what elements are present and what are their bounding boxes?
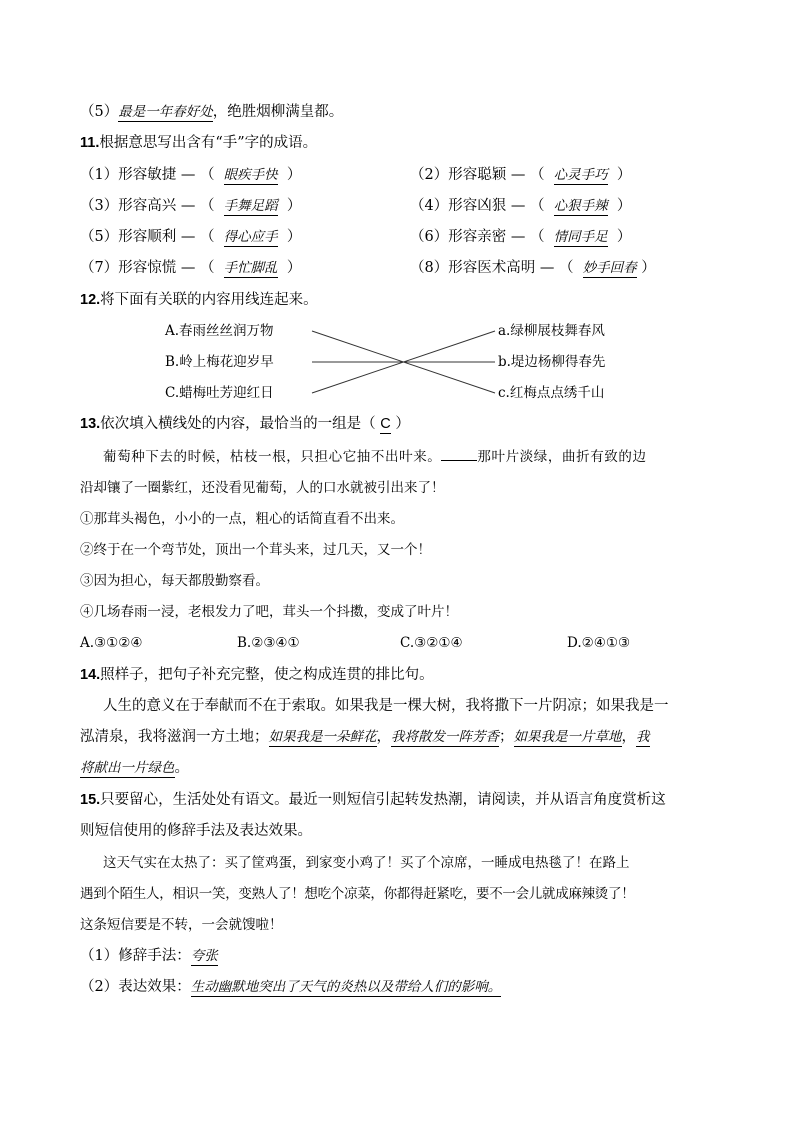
q12-left-b: B.岭上梅花迎岁早 — [165, 354, 274, 370]
question-number: 13. — [80, 416, 101, 432]
q13-item-2: ②终于在一个弯节处，顶出一个茸头来，过几天，又一个！ — [80, 542, 431, 558]
q13-option-b: B.②③④① — [237, 635, 300, 651]
answer-text: 妙手回春 — [582, 260, 637, 276]
q13-item-4: ④几场春雨一浸，老根发力了吧，茸头一个抖擞，变成了叶片！ — [80, 604, 458, 620]
question-prompt: 只要留心，生活处处有语文。最近一则短信引起转发热潮，请阅读，并从语言角度赏析这 — [100, 792, 666, 808]
answer-text: 生动幽默地突出了天气的炎热以及带给人们的影响。 — [190, 979, 502, 995]
sentence-text: ， — [621, 729, 636, 745]
answer-text: 手舞足蹈 — [223, 198, 278, 214]
question-number: 11. — [80, 135, 100, 151]
item-close: ） — [616, 198, 632, 214]
item-meaning: 形容亲密 — [448, 229, 507, 245]
item-number: （2） — [410, 167, 449, 183]
question-number: 15. — [80, 792, 101, 808]
q15-sub-2 — [80, 977, 501, 997]
item-meaning: 形容惊慌 — [118, 260, 177, 276]
q12-right-b: b.堤边杨柳得春先 — [498, 354, 606, 370]
q15-sub-1 — [80, 946, 218, 966]
sub-label: （1）修辞手法： — [80, 948, 191, 964]
item-separator: — （ — [176, 198, 215, 214]
q13-item-1: ①那茸头褐色，小小的一点，粗心的话简直看不出来。 — [80, 511, 404, 527]
answer-text: 如果我是一朵鲜花 — [268, 729, 377, 745]
answer-text: C — [380, 416, 391, 432]
item-separator: — （ — [506, 229, 545, 245]
fill-blank — [441, 448, 477, 461]
q15-sms-line-1: 这天气实在太热了：买了筐鸡蛋，到家变小鸡了！买了个凉席，一睡成电热毯了！在路上 — [103, 855, 630, 871]
item-close: ） — [616, 229, 632, 245]
question-number: 12. — [80, 292, 101, 308]
question-prompt: 依次填入横线处的内容，最恰当的一组是（ — [100, 416, 376, 432]
sentence-text: ， — [376, 729, 391, 745]
q15-prompt-line-2: 则短信使用的修辞手法及表达效果。 — [80, 823, 312, 839]
item-number: （1） — [80, 167, 119, 183]
q15-heading — [80, 790, 666, 810]
answer-text: 如果我是一片草地 — [513, 729, 622, 745]
item-meaning: 形容高兴 — [118, 198, 177, 214]
answer-text: 眼疾手快 — [223, 167, 278, 183]
item-number: （5） — [80, 104, 119, 120]
q13-passage-line-1 — [103, 447, 647, 467]
sentence-text: 泓清泉，我将滋润一方土地； — [80, 729, 269, 745]
item-meaning: 形容顺利 — [118, 229, 177, 245]
answer-text: 夸张 — [190, 948, 218, 964]
sentence-text: 。 — [174, 760, 189, 776]
q15-sms-line-3: 这条短信要是不转，一会就馊啦！ — [80, 917, 283, 933]
answer-text: 心狠手辣 — [553, 198, 608, 214]
q15-sms-line-2: 遇到个陌生人，相识一笑，变熟人了！想吃个凉菜，你都得赶紧吃，要不一会儿就成麻辣烫了！ — [80, 886, 635, 902]
q13-option-d: D.②④①③ — [567, 635, 631, 651]
item-close: ） — [395, 416, 410, 432]
question-number: 14. — [80, 667, 101, 683]
item-number: （3） — [80, 198, 119, 214]
answer-text: 心灵手巧 — [553, 167, 608, 183]
answer-text: 最是一年春好处 — [118, 104, 213, 120]
item-close: ） — [286, 167, 302, 183]
item-text: ，绝胜烟柳满皇都。 — [212, 104, 344, 120]
answer-text: 我将散发一阵芳香 — [391, 729, 499, 745]
item-separator: — （ — [535, 260, 574, 276]
q13-option-c: C.③②①④ — [400, 635, 463, 651]
q12-left-a: A.春雨丝丝润万物 — [165, 323, 274, 339]
item-number: （6） — [410, 229, 449, 245]
item-number: （8） — [410, 260, 449, 276]
question-prompt: 根据意思写出含有“手”字的成语。 — [99, 135, 318, 151]
passage-text: 那叶片淡绿，曲折有致的边 — [477, 449, 647, 465]
answer-text: 我 — [636, 729, 650, 745]
q14-line-1: 人生的意义在于奉献而不在于索取。如果我是一棵大树，我将撒下一片阴凉；如果我是一 — [103, 698, 669, 714]
item-separator: — （ — [176, 167, 215, 183]
q13-heading — [80, 414, 410, 434]
q13-option-a: A.③①②④ — [80, 635, 143, 651]
q14-heading — [80, 665, 434, 685]
item-separator: — （ — [506, 198, 545, 214]
q12-left-c: C.蜡梅吐芳迎红日 — [165, 385, 274, 401]
item-close: ） — [616, 167, 632, 183]
item-separator: — （ — [176, 260, 215, 276]
q13-item-3: ③因为担心，每天都殷勤察看。 — [80, 573, 269, 589]
question-prompt: 将下面有关联的内容用线连起来。 — [100, 292, 318, 308]
passage-text: 葡萄种下去的时候，枯枝一根，只担心它抽不出叶来。 — [103, 449, 442, 465]
item-close: ） — [286, 229, 302, 245]
q14-line-3 — [80, 758, 189, 778]
item-number: （5） — [80, 229, 119, 245]
item-meaning: 形容凶狠 — [448, 198, 507, 214]
item-separator: — （ — [506, 167, 545, 183]
item-close: ） — [286, 260, 302, 276]
item-close: ） — [286, 198, 302, 214]
item-meaning: 形容聪颖 — [448, 167, 507, 183]
item-meaning: 形容医术高明 — [448, 260, 536, 276]
item-separator: — （ — [176, 229, 215, 245]
sub-label: （2）表达效果： — [80, 979, 191, 995]
q13-passage-line-2: 沿却镶了一圈紫红，还没看见葡萄，人的口水就被引出来了！ — [80, 480, 445, 496]
sentence-text: ； — [499, 729, 514, 745]
item-number: （4） — [410, 198, 449, 214]
question-prompt: 照样子，把句子补充完整，使之构成连贯的排比句。 — [100, 667, 434, 683]
answer-text: 手忙脚乱 — [223, 260, 278, 276]
q12-right-c: c.红梅点点绣千山 — [498, 385, 605, 401]
q12-right-a: a.绿柳展枝舞春风 — [498, 323, 605, 339]
item-close: ） — [641, 260, 656, 276]
answer-text: 得心应手 — [223, 229, 278, 245]
answer-text: 情同手足 — [553, 229, 608, 245]
answer-text: 将献出一片绿色 — [80, 760, 175, 776]
item-meaning: 形容敏捷 — [118, 167, 177, 183]
item-number: （7） — [80, 260, 119, 276]
q14-line-2 — [80, 727, 650, 747]
